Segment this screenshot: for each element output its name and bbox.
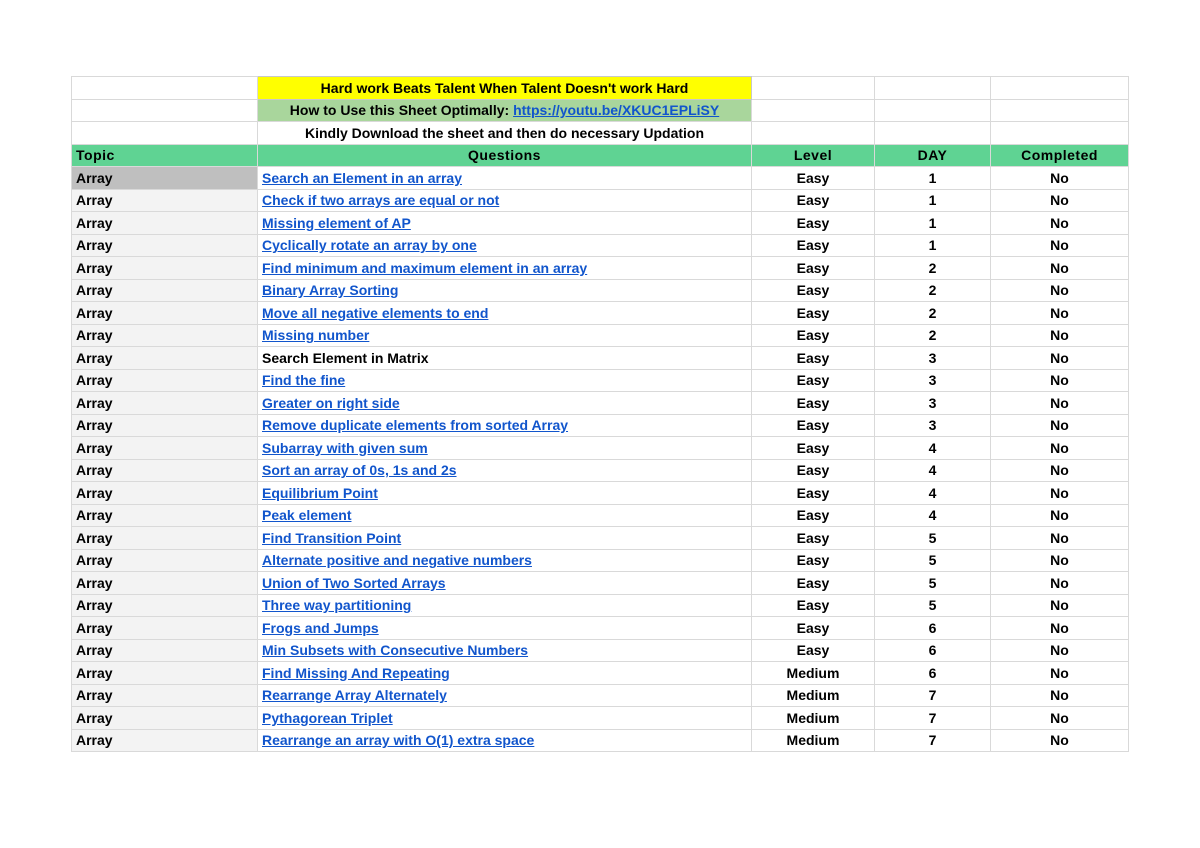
level-cell[interactable]: Easy — [752, 549, 875, 572]
completed-cell[interactable]: No — [991, 392, 1129, 415]
day-cell[interactable]: 5 — [875, 549, 991, 572]
topic-cell[interactable]: Array — [72, 617, 258, 640]
topic-cell[interactable]: Array — [72, 594, 258, 617]
topic-cell[interactable]: Array — [72, 527, 258, 550]
topic-cell[interactable]: Array — [72, 549, 258, 572]
empty-cell[interactable] — [752, 77, 875, 100]
completed-cell[interactable]: No — [991, 617, 1129, 640]
banner-row-motto — [72, 77, 1129, 100]
level-cell[interactable]: Easy — [752, 437, 875, 460]
topic-cell[interactable]: Array — [72, 369, 258, 392]
question-link[interactable]: Binary Array Sorting — [262, 282, 399, 299]
topic-cell[interactable]: Array — [72, 347, 258, 370]
table-row — [72, 167, 1129, 190]
motto-cell[interactable]: Hard work Beats Talent When Talent Doesn't work Hard — [258, 77, 752, 100]
topic-cell[interactable]: Array — [72, 639, 258, 662]
topic-cell[interactable]: Array — [72, 189, 258, 212]
completed-cell[interactable]: No — [991, 707, 1129, 730]
empty-cell[interactable] — [752, 122, 875, 145]
question-cell[interactable] — [258, 369, 752, 392]
question-cell[interactable] — [258, 549, 752, 572]
topic-cell[interactable]: Array — [72, 437, 258, 460]
topic-cell[interactable]: Array — [72, 212, 258, 235]
level-cell[interactable]: Medium — [752, 729, 875, 752]
question-cell[interactable] — [258, 257, 752, 280]
completed-cell[interactable]: No — [991, 639, 1129, 662]
completed-cell[interactable]: No — [991, 482, 1129, 505]
completed-cell[interactable]: No — [991, 302, 1129, 325]
question-cell[interactable] — [258, 684, 752, 707]
day-cell[interactable]: 5 — [875, 594, 991, 617]
question-link[interactable]: Find minimum and maximum element in an array — [262, 259, 588, 276]
question-cell[interactable] — [258, 572, 752, 595]
table-row — [72, 594, 1129, 617]
question-link[interactable]: Rearrange an array with O(1) extra space — [262, 732, 535, 749]
level-cell[interactable]: Easy — [752, 234, 875, 257]
level-cell[interactable]: Easy — [752, 257, 875, 280]
question-link[interactable]: Move all negative elements to end — [262, 304, 489, 321]
completed-cell[interactable]: No — [991, 369, 1129, 392]
level-cell[interactable]: Medium — [752, 662, 875, 685]
day-cell[interactable]: 3 — [875, 392, 991, 415]
table-row — [72, 684, 1129, 707]
empty-cell[interactable] — [72, 122, 258, 145]
table-row — [72, 279, 1129, 302]
question-cell[interactable] — [258, 662, 752, 685]
day-cell[interactable]: 4 — [875, 482, 991, 505]
question-cell[interactable] — [258, 324, 752, 347]
topic-cell[interactable]: Array — [72, 504, 258, 527]
completed-cell[interactable]: No — [991, 167, 1129, 190]
question-link[interactable]: Min Subsets with Consecutive Numbers — [262, 642, 529, 659]
table-row — [72, 212, 1129, 235]
day-cell[interactable]: 7 — [875, 729, 991, 752]
table-row — [72, 482, 1129, 505]
level-cell[interactable]: Easy — [752, 347, 875, 370]
level-cell[interactable]: Easy — [752, 279, 875, 302]
topic-cell[interactable]: Array — [72, 324, 258, 347]
question-link[interactable]: Missing element of AP — [262, 214, 411, 231]
topic-cell[interactable]: Array — [72, 729, 258, 752]
table-row — [72, 234, 1129, 257]
day-cell[interactable]: 6 — [875, 662, 991, 685]
empty-cell[interactable] — [875, 122, 991, 145]
question-link[interactable]: Three way partitioning — [262, 597, 412, 614]
completed-cell[interactable]: No — [991, 189, 1129, 212]
question-cell[interactable] — [258, 527, 752, 550]
header-questions[interactable]: Questions — [258, 144, 752, 167]
level-cell[interactable]: Easy — [752, 594, 875, 617]
table-row — [72, 189, 1129, 212]
question-cell[interactable] — [258, 482, 752, 505]
topic-cell[interactable]: Array — [72, 707, 258, 730]
question-cell[interactable] — [258, 167, 752, 190]
topic-cell[interactable]: Array — [72, 302, 258, 325]
completed-cell[interactable]: No — [991, 279, 1129, 302]
level-cell[interactable]: Easy — [752, 189, 875, 212]
completed-cell[interactable]: No — [991, 234, 1129, 257]
question-cell[interactable] — [258, 392, 752, 415]
table-row — [72, 347, 1129, 370]
table-row — [72, 392, 1129, 415]
question-cell[interactable] — [258, 729, 752, 752]
question-link[interactable]: Cyclically rotate an array by one — [262, 237, 477, 254]
level-cell[interactable]: Easy — [752, 167, 875, 190]
day-cell[interactable]: 4 — [875, 504, 991, 527]
table-row — [72, 527, 1129, 550]
header-level[interactable]: Level — [752, 144, 875, 167]
level-cell[interactable]: Medium — [752, 707, 875, 730]
completed-cell[interactable]: No — [991, 459, 1129, 482]
completed-cell[interactable]: No — [991, 414, 1129, 437]
topic-cell[interactable]: Array — [72, 392, 258, 415]
table-row — [72, 662, 1129, 685]
day-cell[interactable]: 5 — [875, 527, 991, 550]
table-row — [72, 639, 1129, 662]
day-cell[interactable]: 4 — [875, 437, 991, 460]
question-cell[interactable] — [258, 347, 752, 370]
level-cell[interactable]: Easy — [752, 369, 875, 392]
completed-cell[interactable]: No — [991, 549, 1129, 572]
question-link[interactable]: Missing number — [262, 327, 370, 344]
question-sheet — [71, 76, 1129, 752]
day-cell[interactable]: 5 — [875, 572, 991, 595]
question-cell[interactable] — [258, 414, 752, 437]
day-cell[interactable]: 7 — [875, 684, 991, 707]
header-row — [72, 144, 1129, 167]
question-cell[interactable] — [258, 437, 752, 460]
banner-row-howto — [72, 99, 1129, 122]
empty-cell[interactable] — [72, 99, 258, 122]
level-cell[interactable]: Easy — [752, 459, 875, 482]
empty-cell[interactable] — [875, 99, 991, 122]
level-cell[interactable]: Easy — [752, 324, 875, 347]
question-cell[interactable] — [258, 594, 752, 617]
topic-cell[interactable]: Array — [72, 257, 258, 280]
completed-cell[interactable]: No — [991, 662, 1129, 685]
header-topic[interactable]: Topic — [72, 144, 258, 167]
question-cell[interactable] — [258, 639, 752, 662]
day-cell[interactable]: 1 — [875, 234, 991, 257]
day-cell[interactable]: 4 — [875, 459, 991, 482]
day-cell[interactable]: 3 — [875, 414, 991, 437]
day-cell[interactable]: 1 — [875, 167, 991, 190]
topic-cell[interactable]: Array — [72, 662, 258, 685]
table-row — [72, 302, 1129, 325]
completed-cell[interactable]: No — [991, 572, 1129, 595]
topic-cell[interactable]: Array — [72, 167, 258, 190]
howto-label: How to Use this Sheet Optimally: — [289, 102, 510, 119]
completed-cell[interactable]: No — [991, 257, 1129, 280]
level-cell[interactable]: Easy — [752, 617, 875, 640]
table-row — [72, 617, 1129, 640]
day-cell[interactable]: 6 — [875, 617, 991, 640]
question-cell[interactable] — [258, 504, 752, 527]
level-cell[interactable]: Easy — [752, 504, 875, 527]
topic-cell[interactable]: Array — [72, 482, 258, 505]
question-link[interactable]: Pythagorean Triplet — [262, 709, 393, 726]
empty-cell[interactable] — [991, 99, 1129, 122]
question-link[interactable]: Sort an array of 0s, 1s and 2s — [262, 462, 457, 479]
day-cell[interactable]: 7 — [875, 707, 991, 730]
completed-cell[interactable]: No — [991, 504, 1129, 527]
day-cell[interactable]: 3 — [875, 369, 991, 392]
empty-cell[interactable] — [72, 77, 258, 100]
howto-video-link[interactable]: https://youtu.be/XKUC1EPLiSY — [513, 102, 720, 119]
howto-cell[interactable] — [258, 99, 752, 122]
level-cell[interactable]: Easy — [752, 639, 875, 662]
table-row — [72, 257, 1129, 280]
header-completed[interactable]: Completed — [991, 144, 1129, 167]
topic-cell[interactable]: Array — [72, 279, 258, 302]
completed-cell[interactable]: No — [991, 212, 1129, 235]
question-link[interactable]: Alternate positive and negative numbers — [262, 552, 532, 569]
empty-cell[interactable] — [991, 77, 1129, 100]
download-note-cell[interactable]: Kindly Download the sheet and then do necessary Updation — [258, 122, 752, 145]
table-row — [72, 504, 1129, 527]
table-row — [72, 729, 1129, 752]
level-cell[interactable]: Easy — [752, 302, 875, 325]
question-cell[interactable] — [258, 459, 752, 482]
topic-cell[interactable]: Array — [72, 572, 258, 595]
completed-cell[interactable]: No — [991, 347, 1129, 370]
table-row — [72, 707, 1129, 730]
completed-cell[interactable]: No — [991, 527, 1129, 550]
day-cell[interactable]: 3 — [875, 347, 991, 370]
question-link[interactable]: Remove duplicate elements from sorted Array — [262, 417, 569, 434]
question-cell[interactable] — [258, 279, 752, 302]
level-cell[interactable]: Easy — [752, 212, 875, 235]
empty-cell[interactable] — [752, 99, 875, 122]
topic-cell[interactable]: Array — [72, 459, 258, 482]
question-cell[interactable] — [258, 234, 752, 257]
question-cell[interactable] — [258, 212, 752, 235]
table-row — [72, 572, 1129, 595]
empty-cell[interactable] — [991, 122, 1129, 145]
completed-cell[interactable]: No — [991, 729, 1129, 752]
table-row — [72, 549, 1129, 572]
completed-cell[interactable]: No — [991, 594, 1129, 617]
table-row — [72, 437, 1129, 460]
level-cell[interactable]: Easy — [752, 482, 875, 505]
question-link[interactable]: Search an Element in an array — [262, 169, 462, 186]
topic-cell[interactable]: Array — [72, 414, 258, 437]
empty-cell[interactable] — [875, 77, 991, 100]
question-link[interactable]: Find Missing And Repeating — [262, 664, 450, 681]
question-link[interactable]: Equilibrium Point — [262, 484, 378, 501]
level-cell[interactable]: Easy — [752, 572, 875, 595]
level-cell[interactable]: Easy — [752, 392, 875, 415]
level-cell[interactable]: Easy — [752, 414, 875, 437]
question-link[interactable]: Greater on right side — [262, 394, 400, 411]
question-link[interactable]: Frogs and Jumps — [262, 619, 379, 636]
question-link: Search Element in Matrix — [262, 349, 429, 366]
level-cell[interactable]: Easy — [752, 527, 875, 550]
question-cell[interactable] — [258, 707, 752, 730]
question-link[interactable]: Find the fine — [262, 372, 346, 389]
banner-row-download — [72, 122, 1129, 145]
question-link[interactable]: Peak element — [262, 507, 352, 524]
day-cell[interactable]: 2 — [875, 324, 991, 347]
header-day[interactable]: DAY — [875, 144, 991, 167]
completed-cell[interactable]: No — [991, 684, 1129, 707]
question-cell[interactable] — [258, 189, 752, 212]
table-row — [72, 369, 1129, 392]
table-row — [72, 459, 1129, 482]
table-row — [72, 324, 1129, 347]
question-cell[interactable] — [258, 617, 752, 640]
topic-cell[interactable]: Array — [72, 684, 258, 707]
completed-cell[interactable]: No — [991, 324, 1129, 347]
table-row — [72, 414, 1129, 437]
day-cell[interactable]: 2 — [875, 257, 991, 280]
question-link[interactable]: Rearrange Array Alternately — [262, 687, 447, 704]
day-cell[interactable]: 2 — [875, 279, 991, 302]
day-cell[interactable]: 2 — [875, 302, 991, 325]
topic-cell[interactable]: Array — [72, 234, 258, 257]
day-cell[interactable]: 1 — [875, 212, 991, 235]
completed-cell[interactable]: No — [991, 437, 1129, 460]
day-cell[interactable]: 6 — [875, 639, 991, 662]
question-link[interactable]: Find Transition Point — [262, 529, 402, 546]
day-cell[interactable]: 1 — [875, 189, 991, 212]
level-cell[interactable]: Medium — [752, 684, 875, 707]
question-link[interactable]: Union of Two Sorted Arrays — [262, 574, 446, 591]
question-cell[interactable] — [258, 302, 752, 325]
question-link[interactable]: Check if two arrays are equal or not — [262, 192, 500, 209]
question-link[interactable]: Subarray with given sum — [262, 439, 428, 456]
